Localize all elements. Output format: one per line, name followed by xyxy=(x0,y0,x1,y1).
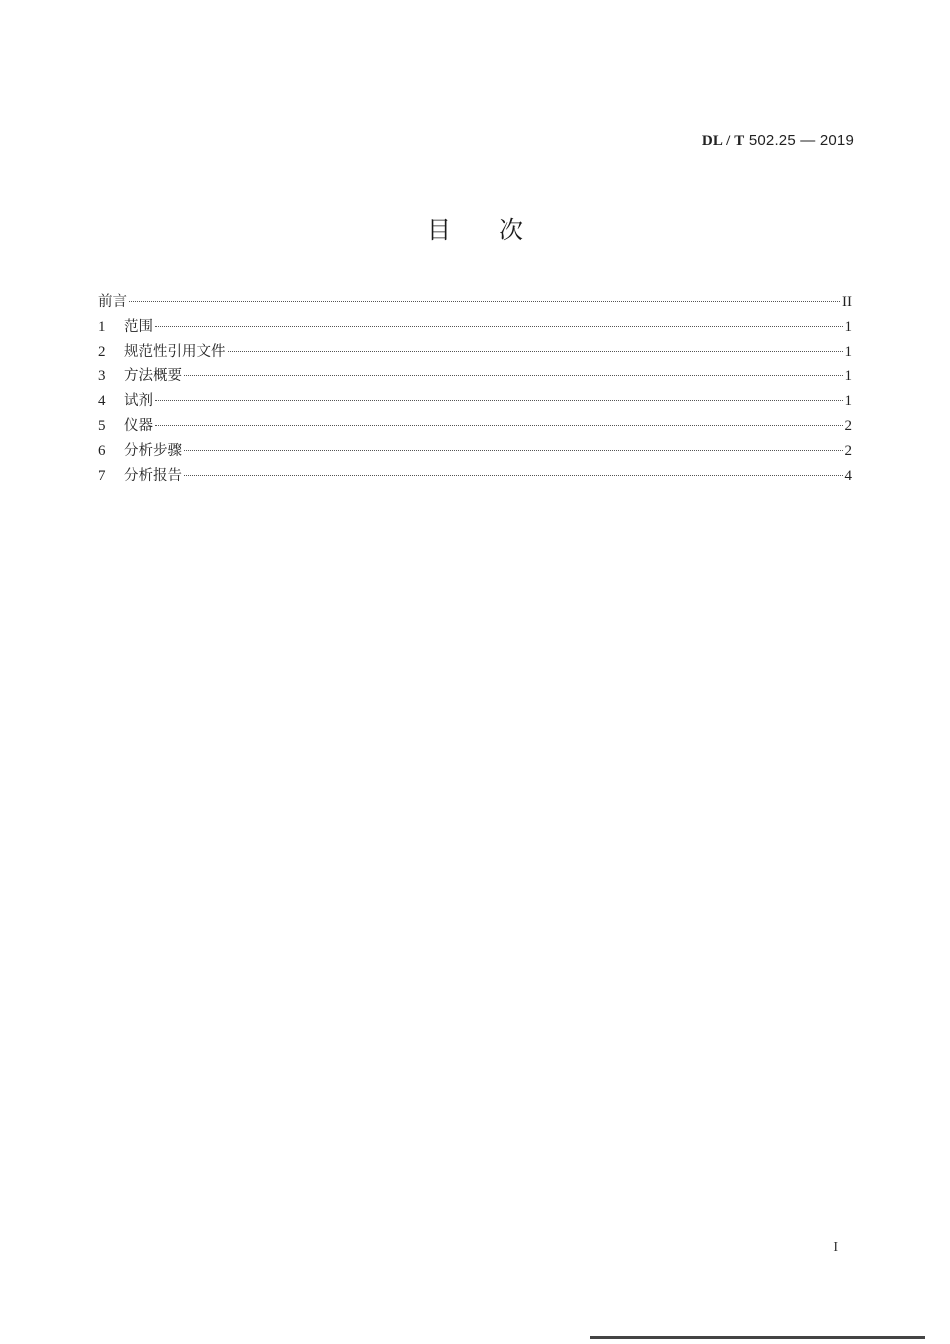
toc-entry-label: 仪器 xyxy=(124,417,153,434)
toc-entry-page: 1 xyxy=(844,343,852,360)
toc-entry-label: 分析步骤 xyxy=(124,442,182,459)
toc-leader-dots xyxy=(228,351,843,352)
toc-entry-page: II xyxy=(842,294,852,310)
toc-entry-preface[interactable] xyxy=(98,290,852,315)
toc-entry-number: 3 xyxy=(98,368,106,385)
page-number: I xyxy=(833,1240,838,1255)
toc-leader-dots xyxy=(155,400,843,401)
toc-entry-apparatus[interactable] xyxy=(98,414,852,439)
toc-entry-page: 1 xyxy=(844,393,852,410)
toc-entry-scope[interactable] xyxy=(98,315,852,340)
toc-entry-analysis-procedure[interactable] xyxy=(98,439,852,464)
toc-entry-label: 规范性引用文件 xyxy=(124,343,226,360)
toc-entry-number: 7 xyxy=(98,467,106,484)
toc-entry-analysis-report[interactable] xyxy=(98,464,852,489)
toc-entry-page: 1 xyxy=(844,368,852,385)
toc-leader-dots xyxy=(184,450,843,451)
toc-entry-page: 2 xyxy=(844,442,852,459)
toc-leader-dots xyxy=(129,301,840,302)
toc-entry-normative-references[interactable] xyxy=(98,340,852,365)
standard-code-prefix: DL / T xyxy=(701,133,745,149)
toc-entry-reagents[interactable] xyxy=(98,389,852,414)
scan-edge-divider xyxy=(590,1336,925,1339)
toc-entry-page: 1 xyxy=(844,318,852,335)
toc-entry-label: 试剂 xyxy=(124,393,153,410)
toc-entry-number: 5 xyxy=(98,417,106,434)
standard-code xyxy=(702,132,854,150)
toc-entry-number: 1 xyxy=(98,318,106,335)
toc-entry-label: 范围 xyxy=(124,318,153,335)
toc-entry-number: 6 xyxy=(98,442,106,459)
toc-leader-dots xyxy=(184,375,843,376)
toc-leader-dots xyxy=(155,326,843,327)
page-title: 目次 xyxy=(427,216,571,244)
toc-entry-label: 前言 xyxy=(98,294,127,310)
toc-entry-page: 4 xyxy=(844,467,852,484)
toc-entry-number: 4 xyxy=(98,393,106,410)
toc-leader-dots xyxy=(155,425,843,426)
toc-entry-page: 2 xyxy=(844,417,852,434)
standard-code-number: 502.25 — 2019 xyxy=(748,132,854,149)
toc-entry-label: 分析报告 xyxy=(124,467,182,484)
toc-entry-label: 方法概要 xyxy=(124,368,182,385)
toc-entry-number: 2 xyxy=(98,343,106,360)
toc-leader-dots xyxy=(184,475,843,476)
table-of-contents xyxy=(98,290,852,488)
toc-entry-method-summary[interactable] xyxy=(98,364,852,389)
